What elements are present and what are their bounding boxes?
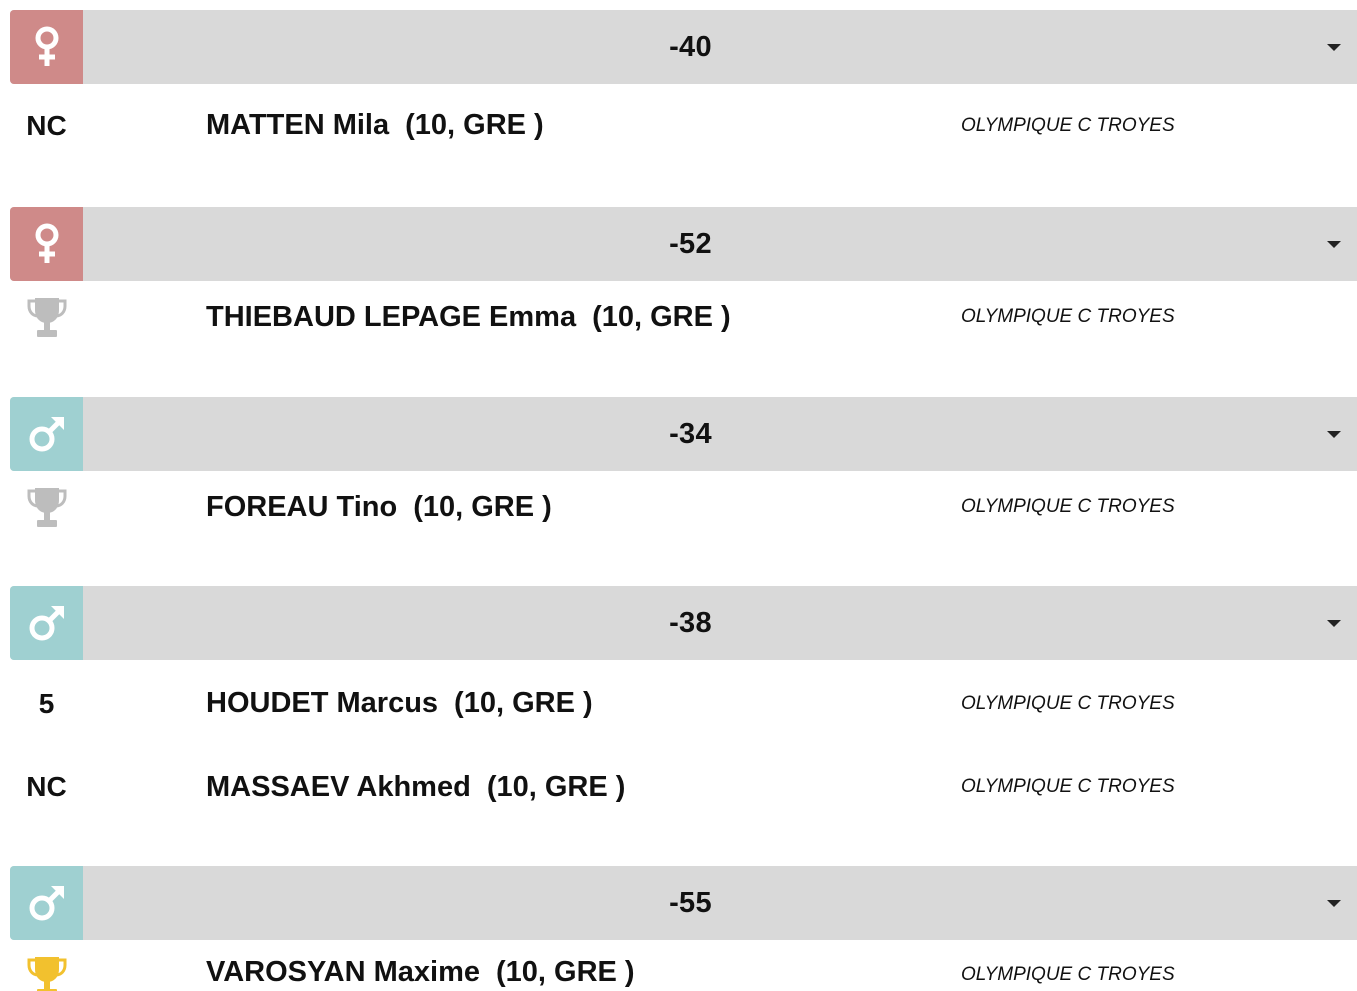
- rank-badge: [10, 940, 83, 991]
- athlete-name-block: [206, 747, 625, 827]
- chevron-down-icon[interactable]: [1327, 44, 1341, 51]
- category-section: [10, 397, 1357, 543]
- athlete-club: OLYMPIQUE C TROYES: [961, 776, 1175, 797]
- athlete-details: (10, GRE ): [496, 956, 635, 988]
- athlete-details: (10, GRE ): [413, 490, 552, 523]
- category-title: -34: [669, 418, 712, 450]
- athlete-name: THIEBAUD LEPAGE Emma: [206, 300, 577, 333]
- athlete-row[interactable]: [10, 660, 1357, 747]
- rank-label: NC: [26, 109, 67, 141]
- category-title: -52: [669, 228, 712, 260]
- athlete-row[interactable]: [10, 747, 1357, 827]
- athlete-name: MATTEN Mila: [206, 109, 390, 141]
- trophy-silver-icon: [26, 295, 68, 339]
- athlete-club: OLYMPIQUE C TROYES: [961, 496, 1175, 517]
- chevron-down-icon[interactable]: [1327, 241, 1341, 248]
- category-header[interactable]: [10, 586, 1357, 660]
- athlete-name-block: [206, 471, 552, 543]
- category-title: -40: [669, 31, 712, 63]
- rank-badge: [10, 281, 83, 353]
- athlete-details: (10, GRE ): [454, 687, 593, 719]
- chevron-down-icon[interactable]: [1327, 900, 1341, 907]
- athlete-details: (10, GRE ): [592, 300, 731, 333]
- rank-label: 5: [38, 687, 55, 719]
- chevron-down-icon[interactable]: [1327, 431, 1341, 438]
- category-title: -55: [669, 887, 712, 919]
- category-header[interactable]: [10, 397, 1357, 471]
- athlete-name: VAROSYAN Maxime: [206, 956, 480, 988]
- athlete-club: OLYMPIQUE C TROYES: [961, 114, 1175, 136]
- athlete-name: HOUDET Marcus: [206, 687, 439, 719]
- category-section: [10, 586, 1357, 827]
- category-header[interactable]: [10, 10, 1357, 84]
- athlete-club: OLYMPIQUE C TROYES: [961, 306, 1175, 327]
- trophy-gold-icon: [26, 954, 68, 991]
- chevron-down-icon[interactable]: [1327, 620, 1341, 627]
- athlete-row[interactable]: [10, 281, 1357, 353]
- athlete-name-block: [206, 281, 731, 353]
- category-header[interactable]: [10, 207, 1357, 281]
- category-section: [10, 866, 1357, 991]
- athlete-name: FOREAU Tino: [206, 490, 398, 523]
- rank-label: NC: [26, 771, 67, 802]
- category-section: [10, 10, 1357, 167]
- category-section: [10, 207, 1357, 353]
- trophy-silver-icon: [26, 485, 68, 529]
- athlete-details: (10, GRE ): [405, 109, 544, 141]
- rank-badge: [10, 471, 83, 543]
- athlete-row[interactable]: [10, 471, 1357, 543]
- athlete-name-block: [206, 84, 544, 167]
- athlete-row[interactable]: [10, 940, 1357, 991]
- category-title: -38: [669, 607, 712, 639]
- athlete-name-block: [206, 940, 635, 991]
- athlete-club: OLYMPIQUE C TROYES: [961, 964, 1175, 985]
- athlete-name-block: [206, 660, 593, 747]
- athlete-club: OLYMPIQUE C TROYES: [961, 692, 1175, 714]
- athlete-row[interactable]: [10, 84, 1357, 167]
- category-header[interactable]: [10, 866, 1357, 940]
- athlete-details: (10, GRE ): [486, 770, 626, 803]
- athlete-name: MASSAEV Akhmed: [206, 770, 471, 803]
